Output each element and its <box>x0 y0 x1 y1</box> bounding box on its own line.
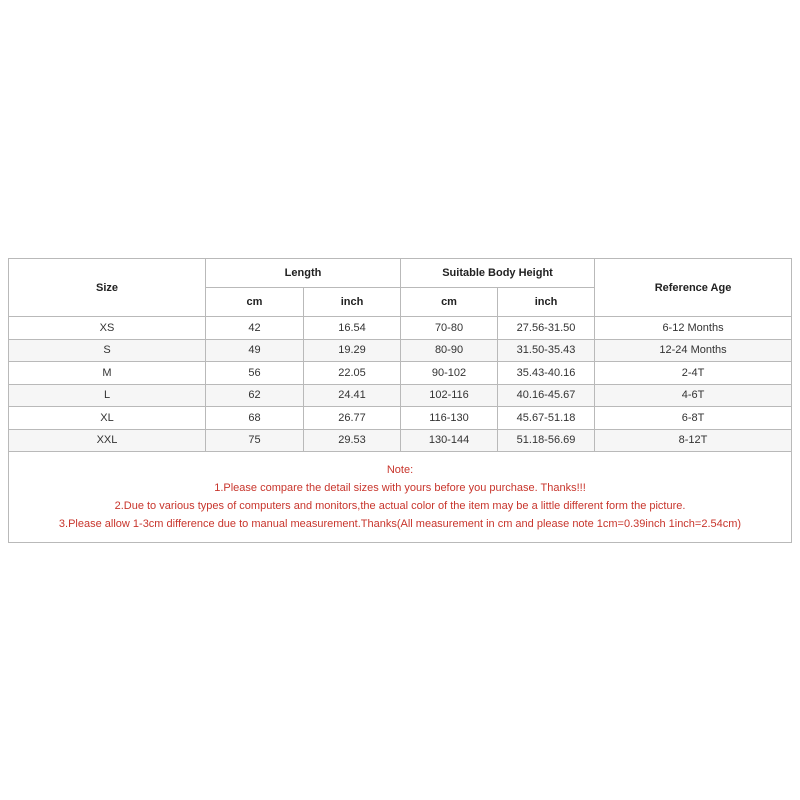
note-row <box>9 452 792 543</box>
cell-size: S <box>9 339 206 362</box>
table-row <box>9 362 792 385</box>
note-title: Note: <box>386 464 414 476</box>
header-length-inch: inch <box>304 288 401 317</box>
header-length: Length <box>206 259 401 288</box>
note-line-1: 1.Please compare the detail sizes with yours before you purchase. Thanks!!! <box>214 482 586 494</box>
cell-height-inch: 51.18-56.69 <box>498 429 595 452</box>
cell-size: XS <box>9 317 206 340</box>
cell-length-inch: 16.54 <box>304 317 401 340</box>
note-line-3: 3.Please allow 1-3cm difference due to manual measurement.Thanks(All measurement in cm and please note 1cm=0.39inch 1inch=2.54cm) <box>58 518 742 530</box>
header-height-cm: cm <box>401 288 498 317</box>
cell-length-inch: 22.05 <box>304 362 401 385</box>
cell-age: 2-4T <box>595 362 792 385</box>
cell-age: 6-8T <box>595 407 792 430</box>
cell-length-inch: 29.53 <box>304 429 401 452</box>
cell-age: 12-24 Months <box>595 339 792 362</box>
cell-height-cm: 130-144 <box>401 429 498 452</box>
cell-length-cm: 49 <box>206 339 304 362</box>
table-row <box>9 384 792 407</box>
table-row <box>9 317 792 340</box>
cell-length-cm: 42 <box>206 317 304 340</box>
table-row <box>9 407 792 430</box>
cell-height-inch: 40.16-45.67 <box>498 384 595 407</box>
header-reference-age: Reference Age <box>595 259 792 317</box>
cell-height-inch: 45.67-51.18 <box>498 407 595 430</box>
table-row <box>9 429 792 452</box>
cell-age: 8-12T <box>595 429 792 452</box>
cell-length-cm: 56 <box>206 362 304 385</box>
cell-length-inch: 26.77 <box>304 407 401 430</box>
cell-height-cm: 70-80 <box>401 317 498 340</box>
cell-size: L <box>9 384 206 407</box>
cell-height-inch: 35.43-40.16 <box>498 362 595 385</box>
cell-height-cm: 80-90 <box>401 339 498 362</box>
cell-size: M <box>9 362 206 385</box>
cell-height-inch: 31.50-35.43 <box>498 339 595 362</box>
cell-length-cm: 75 <box>206 429 304 452</box>
cell-length-cm: 62 <box>206 384 304 407</box>
header-row-primary <box>9 259 792 288</box>
cell-age: 4-6T <box>595 384 792 407</box>
size-chart-table <box>8 258 792 543</box>
cell-length-inch: 24.41 <box>304 384 401 407</box>
cell-height-cm: 90-102 <box>401 362 498 385</box>
cell-height-cm: 116-130 <box>401 407 498 430</box>
table-row <box>9 339 792 362</box>
note-block <box>9 452 792 543</box>
cell-age: 6-12 Months <box>595 317 792 340</box>
header-size: Size <box>9 259 206 317</box>
cell-size: XL <box>9 407 206 430</box>
header-height-inch: inch <box>498 288 595 317</box>
header-length-cm: cm <box>206 288 304 317</box>
header-body-height: Suitable Body Height <box>401 259 595 288</box>
cell-size: XXL <box>9 429 206 452</box>
cell-length-cm: 68 <box>206 407 304 430</box>
cell-height-cm: 102-116 <box>401 384 498 407</box>
cell-height-inch: 27.56-31.50 <box>498 317 595 340</box>
cell-length-inch: 19.29 <box>304 339 401 362</box>
note-line-2: 2.Due to various types of computers and monitors,the actual color of the item may be a little different form the picture. <box>114 500 686 512</box>
